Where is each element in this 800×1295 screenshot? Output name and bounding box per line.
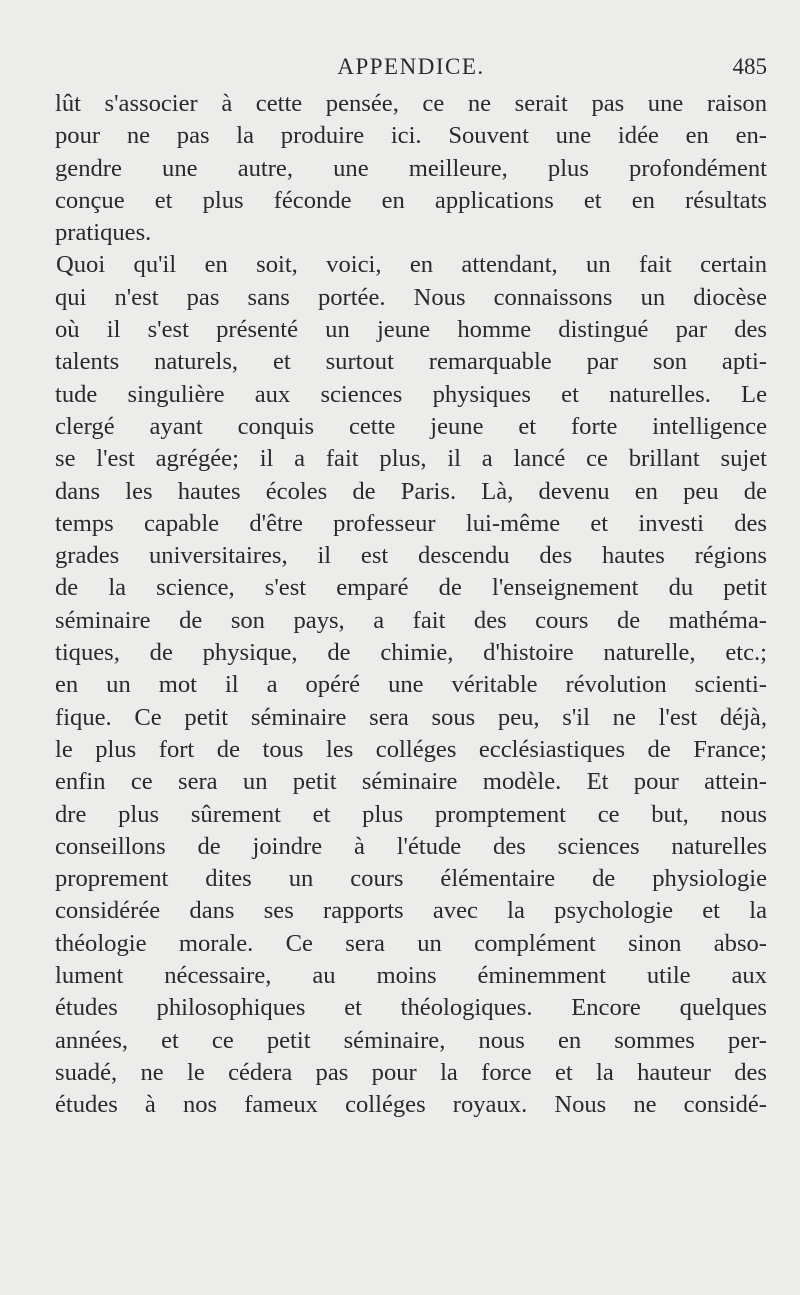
text-line: conseillons de joindre à l'étude des sciences naturelles [55, 832, 767, 860]
text-line: dre plus sûrement et plus promptement ce but, nous [55, 800, 767, 828]
text-line: se l'est agrégée; il a fait plus, il a lancé ce brillant sujet [55, 445, 767, 473]
text-line: années, et ce petit séminaire, nous en sommes per- [55, 1026, 767, 1054]
text-line: où il s'est présenté un jeune homme distingué par des [55, 316, 767, 344]
text-line: séminaire de son pays, a fait des cours de mathéma- [55, 606, 767, 634]
page-number: 485 [732, 54, 767, 79]
text-line: clergé ayant conquis cette jeune et forte intelligence [55, 412, 767, 440]
text-line: talents naturels, et surtout remarquable par son apti- [55, 348, 767, 376]
text-line: lument nécessaire, au moins éminemment utile aux [55, 962, 767, 990]
text-line: proprement dites un cours élémentaire de physiologie [55, 865, 767, 893]
text-line: enfin ce sera un petit séminaire modèle. Et pour attein- [55, 768, 767, 796]
text-line: grades universitaires, il est descendu des hautes régions [55, 542, 767, 570]
page-header [55, 52, 767, 82]
text-line: qui n'est pas sans portée. Nous connaissons un diocèse [55, 283, 767, 311]
text-line: pratiques. [55, 219, 152, 247]
text-line: tiques, de physique, de chimie, d'histoire naturelle, etc.; [55, 639, 767, 667]
text-line: le plus fort de tous les colléges ecclésiastiques de France; [55, 735, 767, 763]
text-line: tude singulière aux sciences physiques et naturelles. Le [55, 380, 767, 408]
text-line: lût s'associer à cette pensée, ce ne serait pas une raison [55, 90, 767, 117]
text-line: études à nos fameux colléges royaux. Nous ne considé- [55, 1091, 767, 1119]
running-title: APPENDICE. [337, 54, 485, 79]
text-line: pour ne pas la produire ici. Souvent une idée en en- [55, 122, 767, 150]
text-line: de la science, s'est emparé de l'enseignement du petit [55, 574, 767, 602]
text-line: théologie morale. Ce sera un complément sinon abso- [55, 929, 767, 957]
body-text [55, 88, 767, 1122]
text-line: temps capable d'être professeur lui-même et investi des [55, 509, 767, 537]
text-line: considérée dans ses rapports avec la psychologie et la [55, 897, 767, 925]
text-line: suadé, ne le cédera pas pour la force et la hauteur des [55, 1058, 767, 1086]
text-line: conçue et plus féconde en applications et en résultats [55, 186, 767, 214]
text-line: études philosophiques et théologiques. Encore quelques [55, 994, 767, 1022]
text-line: en un mot il a opéré une véritable révolution scienti- [55, 671, 767, 699]
text-line: fique. Ce petit séminaire sera sous peu, s'il ne l'est déjà, [55, 703, 767, 731]
text-line: dans les hautes écoles de Paris. Là, devenu en peu de [55, 477, 767, 505]
text-line: Quoi qu'il en soit, voici, en attendant, un fait certain [56, 251, 767, 279]
text-line: gendre une autre, une meilleure, plus profondément [55, 154, 767, 182]
